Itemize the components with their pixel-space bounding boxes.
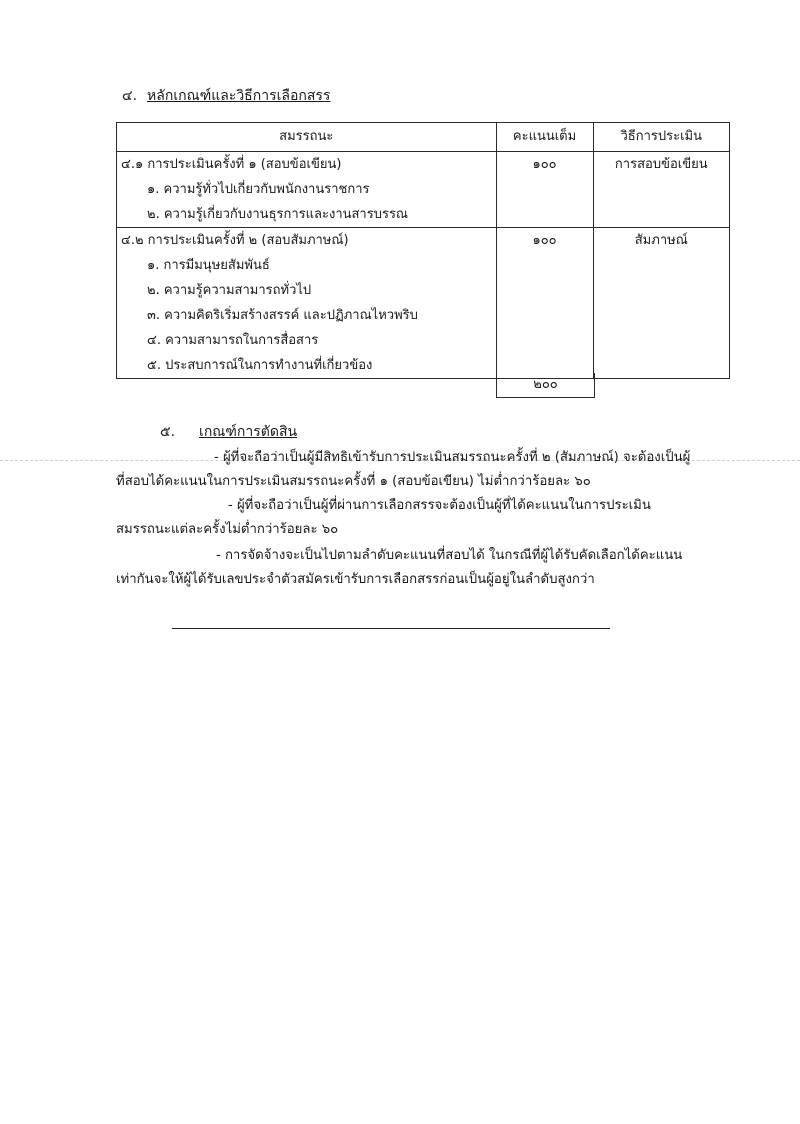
paragraph-line: ที่สอบได้คะแนนในการประเมินสมรรถนะครั้งที่ ๑ (สอบข้อเขียน) ไม่ต่ำกว่าร้อยละ ๖๐	[116, 474, 591, 489]
paragraph-line: สมรรถนะแต่ละครั้งไม่ต่ำกว่าร้อยละ ๖๐	[116, 522, 339, 537]
section-4-number: ๔.	[122, 88, 138, 104]
paragraph-line: - ผู้ที่จะถือว่าเป็นผู้ที่ผ่านการเลือกสรรจะต้องเป็นผู้ที่ได้คะแนนในการประเมิน	[228, 498, 651, 513]
group2-item: ๑. การมีมนุษยสัมพันธ์	[147, 258, 270, 273]
end-rule-divider	[172, 628, 610, 629]
header-method: วิธีการประเมิน	[593, 123, 729, 152]
header-competency: สมรรถนะ	[117, 123, 497, 152]
group2-item: ๓. ความคิดริเริ่มสร้างสรรค์ และปฏิภาณไหวพริบ	[147, 308, 418, 323]
criteria-paragraph-1	[116, 446, 700, 494]
section-5-title: เกณฑ์การตัดสิน	[199, 424, 298, 440]
table-header-row	[117, 123, 730, 152]
group2-score-cell	[496, 228, 593, 379]
paragraph-line: - ผู้ที่จะถือว่าเป็นผู้มีสิทธิเข้ารับการประเมินสมรรถนะครั้งที่ ๒ (สัมภาษณ์) จะต้องเป็นผู้	[214, 450, 691, 465]
group1-title: ๔.๑ การประเมินครั้งที่ ๑ (สอบข้อเขียน)	[121, 157, 342, 172]
group2-item: ๒. ความรู้ความสามารถทั่วไป	[147, 283, 312, 298]
group2-score: ๑๐๐	[532, 233, 557, 248]
section-4-title: หลักเกณฑ์และวิธีการเลือกสรร	[147, 88, 331, 104]
group2-item: ๕. ประสบการณ์ในการทำงานที่เกี่ยวข้อง	[147, 358, 373, 373]
group2-title: ๔.๒ การประเมินครั้งที่ ๒ (สอบสัมภาษณ์)	[121, 233, 349, 248]
group1-item: ๑. ความรู้ทั่วไปเกี่ยวกับพนักงานราชการ	[147, 182, 370, 197]
section-4-heading	[122, 86, 330, 106]
table-row-group1	[117, 152, 730, 228]
criteria-paragraph-2	[116, 494, 700, 542]
header-full-score: คะแนนเต็ม	[496, 123, 593, 152]
criteria-paragraph-3	[116, 544, 700, 592]
group2-competency-cell	[117, 228, 497, 379]
group2-item: ๔. ความสามารถในการสื่อสาร	[147, 333, 319, 348]
paragraph-line: - การจัดจ้างจะเป็นไปตามลำดับคะแนนที่สอบได้ ในกรณีที่ผู้ได้รับคัดเลือกได้คะแนน	[216, 548, 683, 563]
competency-table	[116, 122, 730, 379]
group1-method-cell	[593, 152, 729, 228]
section-5-number: ๕.	[160, 424, 176, 440]
group2-method: สัมภาษณ์	[634, 233, 688, 248]
group1-competency-cell	[117, 152, 497, 228]
total-score-box: ๒๐๐	[496, 373, 595, 398]
table-row-group2	[117, 228, 730, 379]
group1-score-cell	[496, 152, 593, 228]
group1-score: ๑๐๐	[532, 157, 557, 172]
group2-method-cell	[593, 228, 729, 379]
section-5-heading	[160, 422, 297, 442]
group1-method: การสอบข้อเขียน	[614, 157, 708, 172]
paragraph-line: เท่ากันจะให้ผู้ได้รับเลขประจำตัวสมัครเข้ารับการเลือกสรรก่อนเป็นผู้อยู่ในลำดับสูงกว่า	[116, 572, 595, 587]
group1-item: ๒. ความรู้เกี่ยวกับงานธุรการและงานสารบรรณ	[147, 207, 408, 222]
